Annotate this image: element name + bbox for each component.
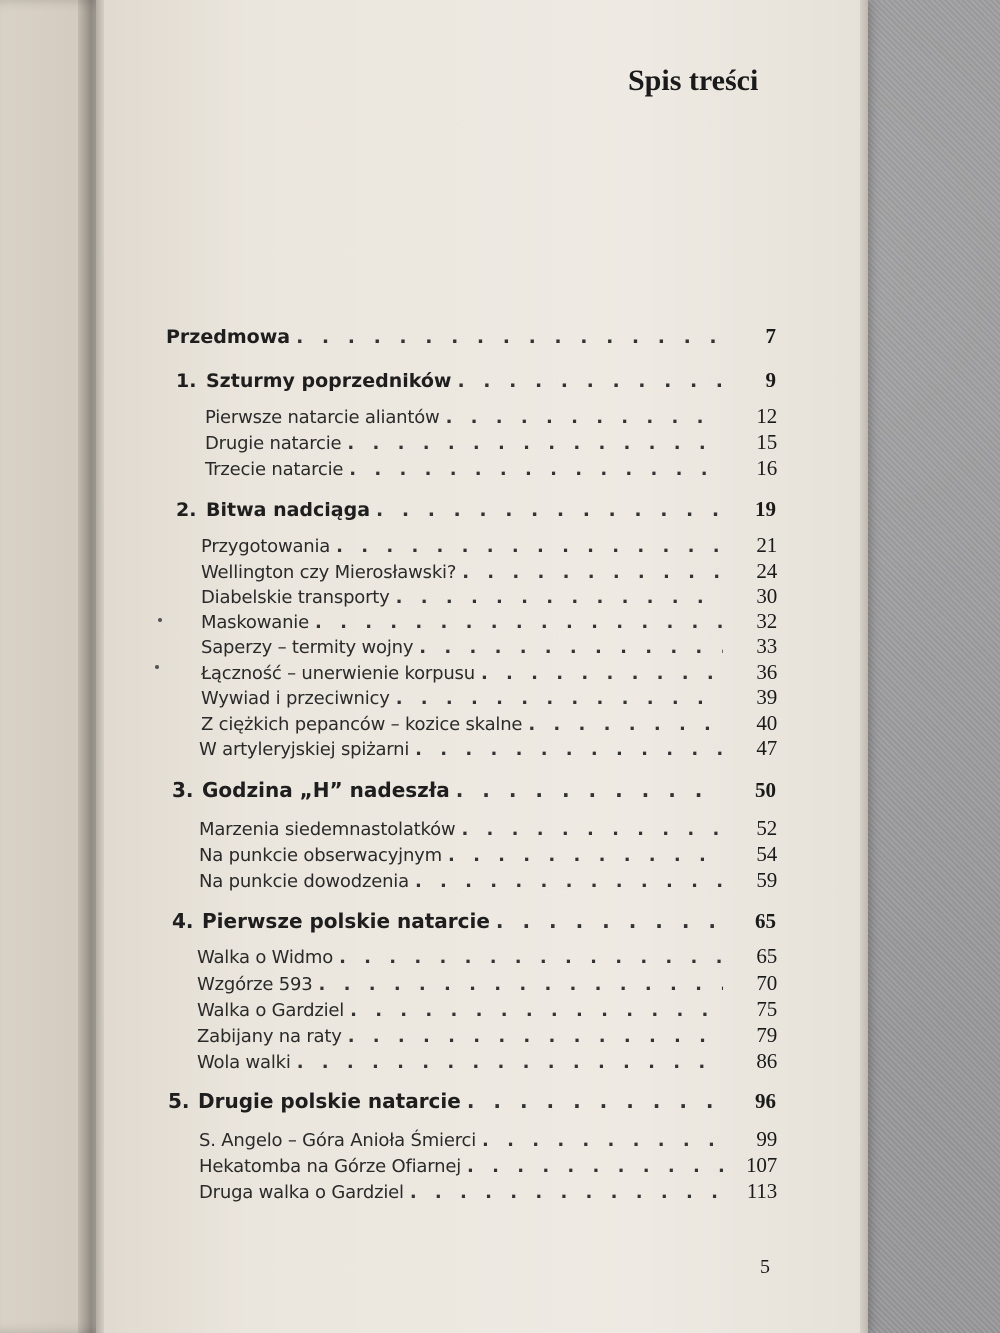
dot-leader (339, 947, 723, 968)
dot-leader (336, 536, 723, 557)
toc-page-number: 113 (746, 1179, 777, 1203)
dot-leader (415, 871, 723, 892)
dot-leader (297, 1052, 723, 1073)
toc-entry-label: 5. Drugie polskie natarcie (168, 1089, 461, 1113)
toc-subentry: Przygotowania . . . 21 (201, 533, 777, 558)
toc-page-number: 12 (756, 404, 777, 428)
toc-entry-preface (166, 324, 776, 349)
toc-entry-label: 2. Bitwa nadciąga (176, 499, 371, 521)
toc-subentry: Zabijany na raty . . . 79 (197, 1023, 777, 1048)
dot-leader (349, 459, 723, 480)
dot-leader (456, 778, 722, 802)
toc-page-number: 40 (756, 711, 777, 735)
toc-page-number: 30 (756, 584, 777, 608)
toc-subentry: Na punkcie dowodzenia . . . 59 (199, 868, 777, 893)
dot-leader (348, 1026, 723, 1047)
toc-page-number: 99 (756, 1127, 777, 1151)
dot-leader (481, 663, 723, 684)
dot-leader (448, 845, 723, 866)
toc-subentry: W artyleryjskiej spiżarni . . . 47 (199, 736, 777, 761)
dot-leader (347, 433, 723, 454)
dot-leader (457, 370, 722, 392)
toc-chapter-5 (168, 1089, 776, 1114)
toc-page-number: 15 (756, 430, 777, 454)
toc-page-number: 32 (756, 609, 777, 633)
dot-leader (396, 587, 723, 608)
toc-subentry: Wola walki . . . 86 (197, 1049, 777, 1074)
toc-entry-label: 3. Godzina „H” nadeszła (172, 778, 450, 802)
dot-leader (482, 1130, 723, 1151)
toc-subentry: Z ciężkich pepanców – kozice skalne . . . 40 (201, 711, 777, 736)
toc-page-number: 65 (755, 909, 776, 933)
toc-page-number: 54 (756, 842, 777, 866)
toc-subentry: Na punkcie obserwacyjnym . . . 54 (199, 842, 777, 867)
toc-subentry: Walka o Widmo . . . 65 (197, 944, 777, 969)
toc-page-number: 19 (755, 497, 776, 521)
dot-leader (296, 326, 722, 348)
dot-leader (396, 688, 723, 709)
toc-page-number: 96 (755, 1089, 776, 1113)
toc-page-number: 39 (756, 685, 777, 709)
toc-subentry: Hekatomba na Górze Ofiarnej . . . 107 (199, 1153, 777, 1178)
toc-entry-label: 1. Szturmy poprzedników (176, 370, 452, 392)
toc-subentry: Diabelskie transporty . . . 30 (201, 584, 777, 609)
toc-entry-label: 4. Pierwsze polskie natarcie (172, 909, 490, 933)
dot-leader (376, 499, 722, 521)
toc-page-number: 107 (746, 1153, 777, 1177)
toc-subentry: Marzenia siedemnastolatków . . . 52 (199, 816, 777, 841)
toc-chapter-2 (176, 497, 776, 522)
dot-leader (496, 909, 722, 933)
toc-page-number: 7 (765, 324, 776, 348)
toc-page-number: 52 (756, 816, 777, 840)
toc-subentry: Wywiad i przeciwnicy . . . 39 (201, 685, 777, 710)
dot-leader (319, 974, 724, 995)
toc-subentry: Walka o Gardziel . . . 75 (197, 997, 777, 1022)
dot-leader (467, 1156, 723, 1177)
toc-page-number: 33 (756, 634, 777, 658)
toc-chapter-4 (172, 909, 776, 934)
toc-page-number: 59 (756, 868, 777, 892)
dot-leader (419, 637, 723, 658)
toc-subentry: Pierwsze natarcie aliantów . . . 12 (205, 404, 777, 429)
dot-leader (461, 819, 723, 840)
page-title: Spis treści (628, 64, 759, 97)
toc-entry-label: Przedmowa (166, 326, 291, 348)
toc-subentry: Drugie natarcie . . . 15 (205, 430, 777, 455)
page-folio-number: 5 (760, 1256, 770, 1278)
toc-page-number: 70 (756, 971, 777, 995)
toc-page-number: 47 (756, 736, 777, 760)
toc-page-number: 36 (756, 660, 777, 684)
toc-page-number: 86 (756, 1049, 777, 1073)
dot-leader (410, 1182, 723, 1203)
toc-page-number: 16 (756, 456, 777, 480)
toc-chapter-3 (172, 778, 776, 803)
toc-subentry: Łączność – unerwienie korpusu . . . 36 (201, 660, 777, 685)
dot-leader (462, 562, 723, 583)
toc-subentry: Wellington czy Mierosławski? . . . 24 (201, 559, 777, 584)
toc-page-number: 79 (756, 1023, 777, 1047)
dot-leader (415, 739, 723, 760)
dot-leader (467, 1089, 722, 1113)
toc-subentry: Maskowanie . . . 32 (201, 609, 777, 634)
toc-subentry: Trzecie natarcie . . . 16 (205, 456, 777, 481)
toc-page-number: 9 (765, 368, 776, 392)
toc-chapter-1 (176, 368, 776, 393)
dot-leader (446, 407, 723, 428)
toc-subentry: Wzgórze 593 . . . 70 (197, 971, 777, 996)
toc-page-number: 65 (756, 944, 777, 968)
toc-page-number: 21 (756, 533, 777, 557)
toc-page-number: 50 (755, 778, 776, 802)
dot-leader (528, 714, 723, 735)
dot-leader (315, 612, 723, 633)
toc-page-number: 75 (756, 997, 777, 1021)
toc-page-number: 24 (756, 559, 777, 583)
toc-subentry: Druga walka o Gardziel . . . 113 (199, 1179, 777, 1204)
toc-subentry: Saperzy – termity wojny . . . 33 (201, 634, 777, 659)
dot-leader (350, 1000, 723, 1021)
toc-subentry: S. Angelo – Góra Anioła Śmierci . . . 99 (199, 1127, 777, 1152)
